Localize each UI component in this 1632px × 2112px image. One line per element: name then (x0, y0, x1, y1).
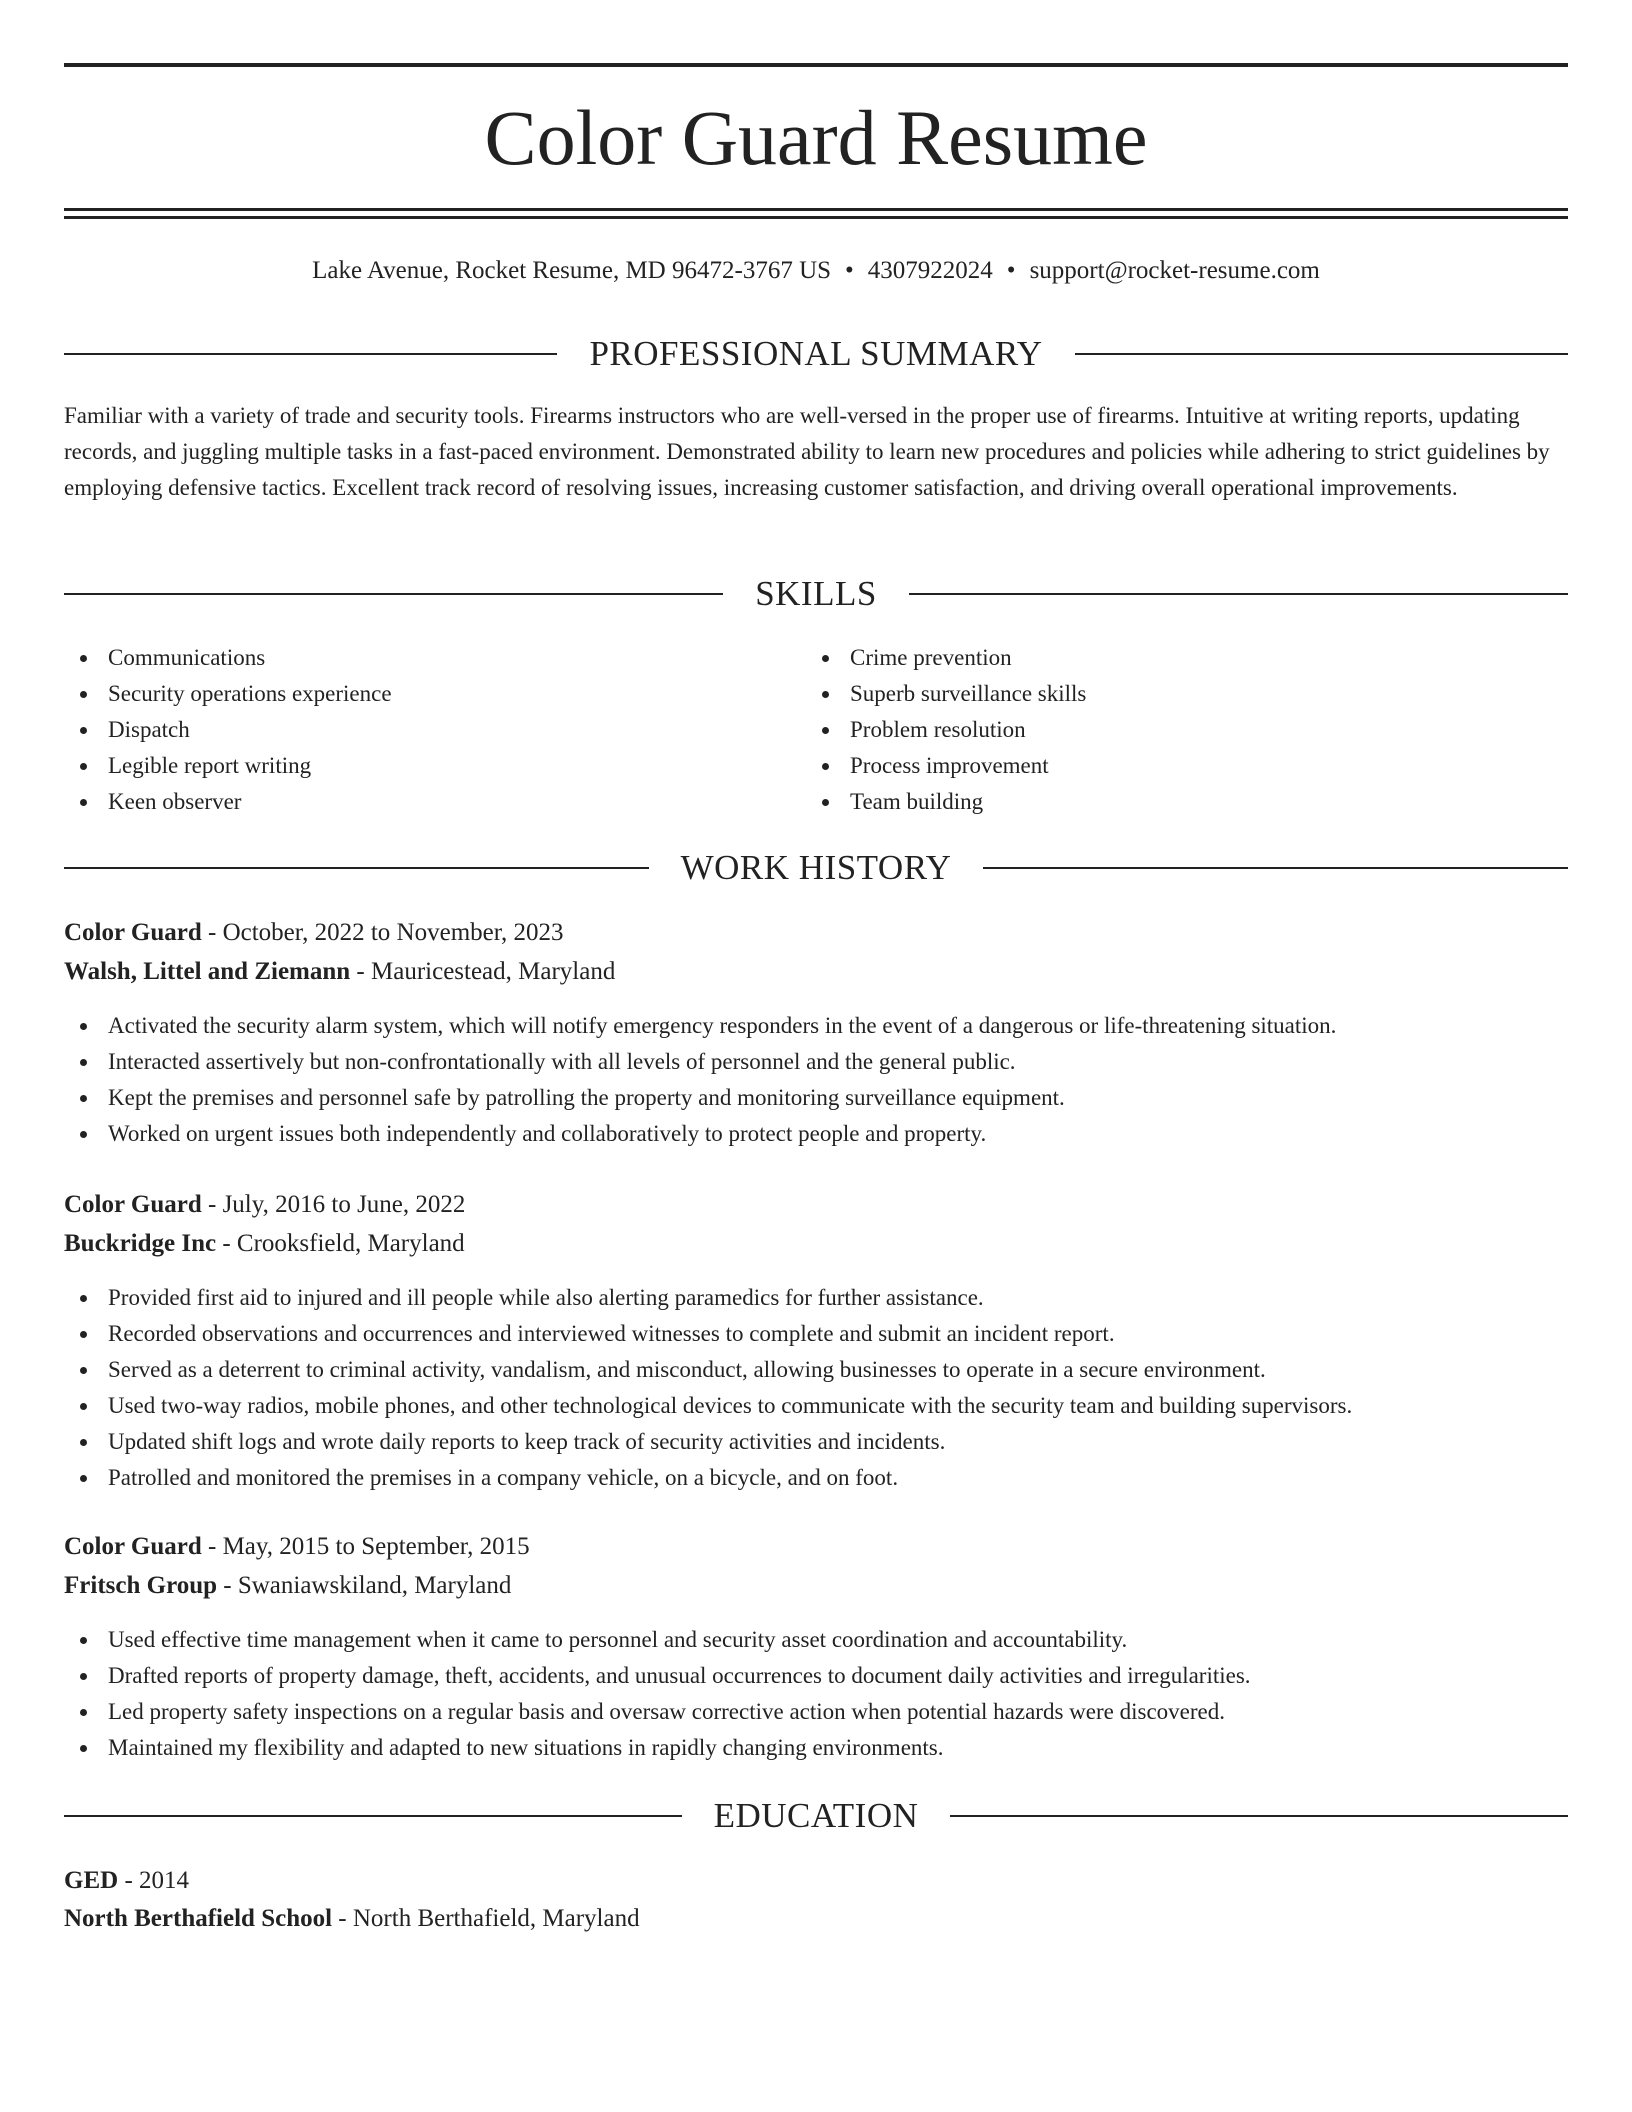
skill-item: Team building (806, 784, 1086, 820)
section-heading-work-history (64, 846, 1568, 890)
heading-rule (64, 1815, 682, 1817)
section-heading-summary (64, 332, 1568, 376)
heading-rule (983, 867, 1568, 869)
job-company-line (64, 1225, 465, 1263)
education-degree-line (64, 1862, 189, 1900)
section-heading-skills (64, 572, 1568, 616)
job-title: Color Guard (64, 1191, 202, 1218)
job-company: Buckridge Inc (64, 1230, 217, 1257)
job-title-line (64, 1186, 465, 1224)
header-double-rule-lower (64, 216, 1568, 219)
header-top-rule (64, 63, 1568, 67)
contact-email: support@rocket-resume.com (1029, 257, 1320, 284)
job-bullet: Used two-way radios, mobile phones, and other technological devices to communicate with the security team and building supervisors. (64, 1388, 1352, 1424)
job-bullet: Led property safety inspections on a regular basis and oversaw corrective action when potential hazards were discovered. (64, 1694, 1251, 1730)
job-title-line (64, 914, 564, 952)
education-degree: GED (64, 1867, 119, 1894)
job-title: Color Guard (64, 1533, 202, 1560)
education-school-line (64, 1900, 640, 1938)
summary-text: Familiar with a variety of trade and security tools. Firearms instructors who are well-versed in the proper use of firearms. Intuitive at writing reports, updating records, and juggling multiple tasks in a fast-paced environment. Demonstrated ability to learn new procedures and policies while adhering to strict guidelines by employing defensive tactics. Excellent track record of resolving issues, increasing customer satisfaction, and driving overall operational improvements. (64, 403, 1550, 500)
job-title-line (64, 1528, 530, 1566)
heading-rule (1075, 353, 1568, 355)
skill-item: Keen observer (64, 784, 392, 820)
job-bullet: Interacted assertively but non-confrontationally with all levels of personnel and the general public. (64, 1044, 1336, 1080)
skill-item: Security operations experience (64, 676, 392, 712)
contact-address: Lake Avenue, Rocket Resume, MD 96472-3767 US (312, 257, 832, 284)
job-bullet: Patrolled and monitored the premises in a company vehicle, on a bicycle, and on foot. (64, 1460, 1352, 1496)
education-location: - North Berthafield, Maryland (332, 1905, 640, 1932)
job-bullet: Activated the security alarm system, which will notify emergency responders in the event of a dangerous or life-threatening situation. (64, 1008, 1336, 1044)
skill-item: Crime prevention (806, 640, 1086, 676)
job-company-line (64, 1567, 511, 1605)
section-heading-education (64, 1794, 1568, 1838)
job-bullet-list (64, 1008, 1336, 1152)
section-title-education: EDUCATION (713, 1796, 919, 1835)
contact-line (64, 254, 1568, 288)
job-bullet-list (64, 1280, 1352, 1496)
job-bullet: Updated shift logs and wrote daily reports to keep track of security activities and incidents. (64, 1424, 1352, 1460)
job-title: Color Guard (64, 919, 202, 946)
contact-phone: 4307922024 (867, 257, 993, 284)
job-dates: - May, 2015 to September, 2015 (201, 1533, 530, 1560)
job-bullet: Drafted reports of property damage, theft, accidents, and unusual occurrences to document daily activities and irregularities. (64, 1658, 1251, 1694)
job-bullet: Maintained my flexibility and adapted to new situations in rapidly changing environments. (64, 1730, 1251, 1766)
heading-rule (64, 353, 557, 355)
heading-rule (64, 593, 723, 595)
skills-list-left (64, 640, 392, 820)
resume-title: Color Guard Resume (484, 94, 1148, 181)
skill-item: Communications (64, 640, 392, 676)
job-bullet: Kept the premises and personnel safe by patrolling the property and monitoring surveillance equipment. (64, 1080, 1336, 1116)
skill-item: Legible report writing (64, 748, 392, 784)
job-location: - Mauricestead, Maryland (350, 958, 616, 985)
job-dates: - July, 2016 to June, 2022 (201, 1191, 466, 1218)
contact-separator: • (1006, 257, 1016, 284)
skill-item: Superb surveillance skills (806, 676, 1086, 712)
header-double-rule-upper (64, 208, 1568, 211)
skill-item: Problem resolution (806, 712, 1086, 748)
section-title-work-history: WORK HISTORY (680, 848, 952, 887)
education-year: - 2014 (118, 1867, 190, 1894)
job-dates: - October, 2022 to November, 2023 (201, 919, 564, 946)
job-bullet: Worked on urgent issues both independently and collaboratively to protect people and property. (64, 1116, 1336, 1152)
skills-list-right (806, 640, 1086, 820)
heading-rule (909, 593, 1568, 595)
job-location: - Swaniawskiland, Maryland (217, 1572, 512, 1599)
job-bullet: Provided first aid to injured and ill people while also alerting paramedics for further assistance. (64, 1280, 1352, 1316)
job-bullet: Used effective time management when it came to personnel and security asset coordination and accountability. (64, 1622, 1251, 1658)
heading-rule (64, 867, 649, 869)
skill-item: Process improvement (806, 748, 1086, 784)
section-title-summary: PROFESSIONAL SUMMARY (589, 334, 1043, 373)
job-company-line (64, 953, 615, 991)
contact-separator: • (845, 257, 854, 284)
job-location: - Crooksfield, Maryland (216, 1230, 465, 1257)
job-bullet: Recorded observations and occurrences and interviewed witnesses to complete and submit an incident report. (64, 1316, 1352, 1352)
job-company: Fritsch Group (64, 1572, 218, 1599)
skill-item: Dispatch (64, 712, 392, 748)
job-company: Walsh, Littel and Ziemann (64, 958, 351, 985)
heading-rule (950, 1815, 1568, 1817)
job-bullet: Served as a deterrent to criminal activity, vandalism, and misconduct, allowing businesses to operate in a secure environment. (64, 1352, 1352, 1388)
section-title-skills: SKILLS (755, 574, 877, 613)
education-school: North Berthafield School (64, 1905, 333, 1932)
job-bullet-list (64, 1622, 1251, 1766)
